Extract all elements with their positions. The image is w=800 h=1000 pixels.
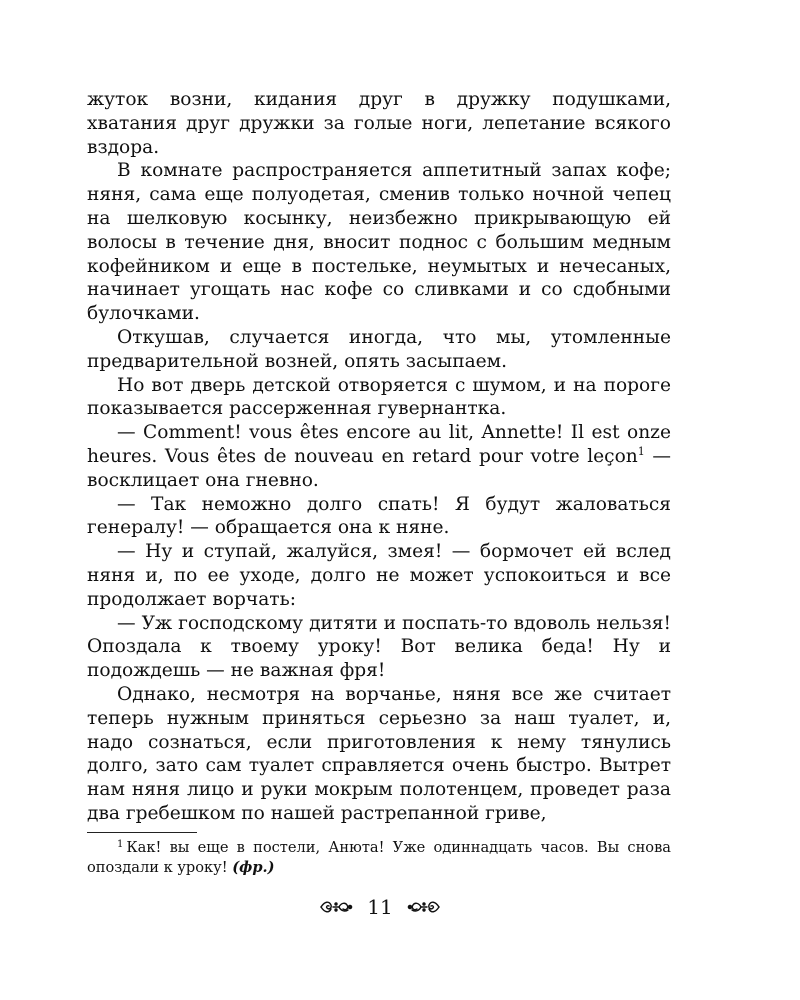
paragraph-5	[87, 421, 671, 492]
page-folio	[0, 893, 760, 919]
paragraph-9: Однако, несмотря на ворчанье, няня все же считает теперь нужным приняться серьезно за наш туалет, и, надо сознаться, если приготовления к нему тянулись долго, зато сам туалет справляется очень быстро. Вытрет нам няня лицо и руки мокрым полотенцем, проведет раза два гребешком по нашей растрепанной гриве,	[87, 683, 671, 824]
footnote-text: Как! вы еще в постели, Анюта! Уже одиннадцать часов. Вы снова опоздали к уроку!	[87, 839, 671, 876]
footnote-mark: 1	[117, 839, 124, 850]
footnote-divider	[87, 832, 197, 833]
ornament-right-icon	[407, 899, 441, 915]
ornament-left-icon	[319, 899, 353, 915]
paragraph-6: — Так неможно долго спать! Я будут жаловаться генералу! — обращается она к няне.	[87, 493, 671, 539]
footnote-reference[interactable]: 1	[637, 444, 645, 458]
paragraph-5-text-after: — восклицает она гневно.	[87, 445, 671, 491]
page-number: 11	[367, 894, 393, 919]
paragraph-2: В комнате распространяется аппетитный запах кофе; няня, сама еще полуодетая, сменив только ночной чепец на шелковую косынку, неизбежно прикрывающую ей волосы в течение дня, вносит поднос с большим медным кофейником и еще в постельке, неумытых и нечесаных, начинает угощать нас кофе со сливками и со сдобными булочками.	[87, 160, 671, 325]
paragraph-4: Но вот дверь детской отворяется с шумом, и на пороге показывается рассерженная гувернантка.	[87, 374, 671, 420]
page-body	[87, 88, 671, 826]
paragraph-8: — Уж господскому дитяти и поспать-то вдоволь нельзя! Опоздала к твоему уроку! Вот велика беда! Ну и подождешь — не важная фря!	[87, 612, 671, 682]
paragraph-3: Откушав, случается иногда, что мы, утомленные предварительной возней, опять засыпаем.	[87, 326, 671, 372]
paragraph-5-text-before: — Comment! vous êtes encore au lit, Annette! Il est onze heures. Vous êtes de nouveau en retard pour votre leçon	[87, 422, 671, 467]
paragraph-1: жуток возни, кидания друг в дружку подушками, хватания друг дружки за голые ноги, лепетание всякого вздора.	[87, 89, 671, 158]
footnote	[87, 838, 671, 878]
footnote-language-tag: (фр.)	[232, 859, 275, 876]
paragraph-7: — Ну и ступай, жалуйся, змея! — бормочет ей вслед няня и, по ее уходе, долго не может успокоиться и все продолжает ворчать:	[87, 541, 671, 610]
